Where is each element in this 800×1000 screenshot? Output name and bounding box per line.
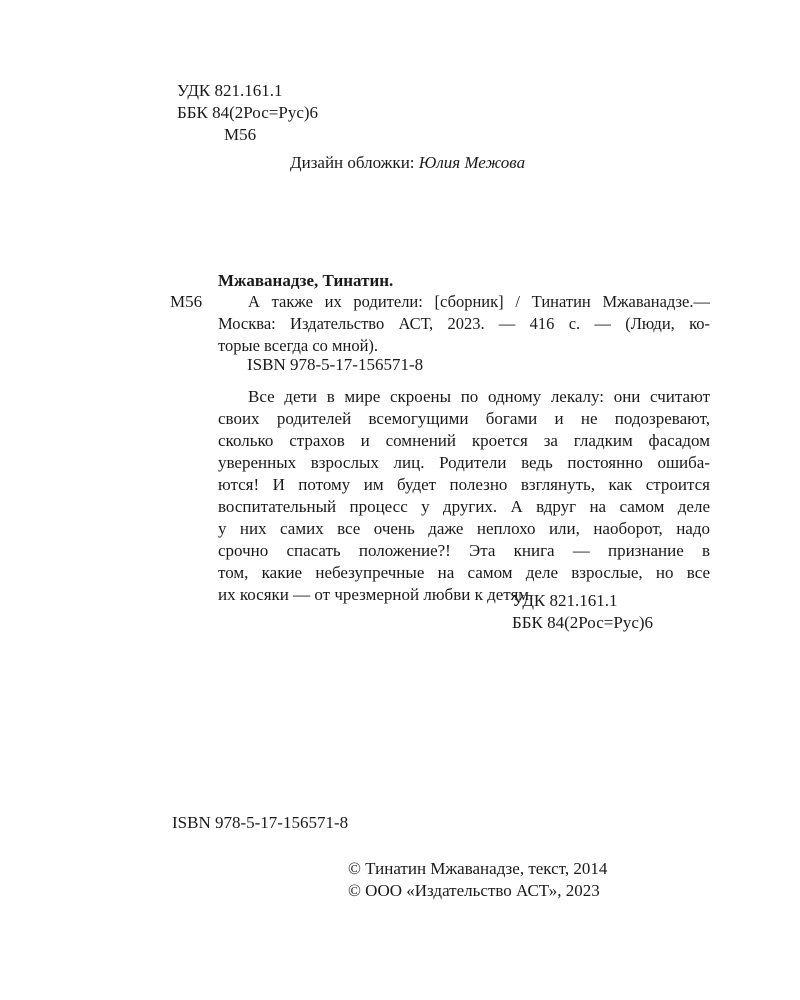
copyright-author: © Тинатин Мжаванадзе, текст, 2014 xyxy=(348,859,608,878)
bbk-code: ББК 84(2Рос=Рус)6 xyxy=(177,103,319,122)
annotation-line: Все дети в мире скроены по одному лекалу: они считают xyxy=(248,387,710,406)
annotation-line: у них самих все очень даже неплохо или, наоборот, надо xyxy=(218,519,710,538)
card-isbn: ISBN 978-5-17-156571-8 xyxy=(247,355,424,374)
cover-design-label: Дизайн обложки: xyxy=(290,153,415,172)
author-heading: Мжаванадзе, Тинатин. xyxy=(218,271,394,290)
cover-design-credit xyxy=(290,152,525,174)
description-line: торые всегда со мной). xyxy=(218,336,379,355)
description-line: Москва: Издательство АСТ, 2023. — 416 с. — (Люди, ко- xyxy=(218,314,710,333)
card-udk-code: УДК 821.161.1 xyxy=(512,591,618,610)
annotation-line: сколько страхов и сомнений кроется за гладким фасадом xyxy=(218,431,710,450)
annotation-line: том, какие небезупречные на самом деле взрослые, но все xyxy=(218,563,710,582)
bibliographic-description xyxy=(218,291,710,357)
annotation-line: воспитательный процесс у других. А вдруг на самом деле xyxy=(218,497,710,516)
udk-code: УДК 821.161.1 xyxy=(177,81,283,100)
annotation-line: уверенных взрослых лиц. Родители ведь постоянно ошиба- xyxy=(218,453,710,472)
footer-isbn: ISBN 978-5-17-156571-8 xyxy=(172,813,349,832)
card-bbk-code: ББК 84(2Рос=Рус)6 xyxy=(512,613,654,632)
annotation-line: ются! И потому им будет полезно взглянуть, как строится xyxy=(218,475,710,494)
description-line: А также их родители: [сборник] / Тинатин Мжаванадзе.— xyxy=(248,292,710,311)
annotation-line: своих родителей всемогущими богами и не подозревают, xyxy=(218,409,710,428)
annotation xyxy=(218,386,710,606)
annotation-line: их косяки — от чрезмерной любви к детям. xyxy=(218,585,534,604)
copyright-publisher: © ООО «Издательство АСТ», 2023 xyxy=(348,881,600,900)
cover-designer-name: Юлия Межова xyxy=(418,153,526,172)
margin-author-mark: М56 xyxy=(170,292,203,311)
author-mark: М56 xyxy=(224,125,257,144)
annotation-line: срочно спасать положение?! Эта книга — признание в xyxy=(218,541,710,560)
